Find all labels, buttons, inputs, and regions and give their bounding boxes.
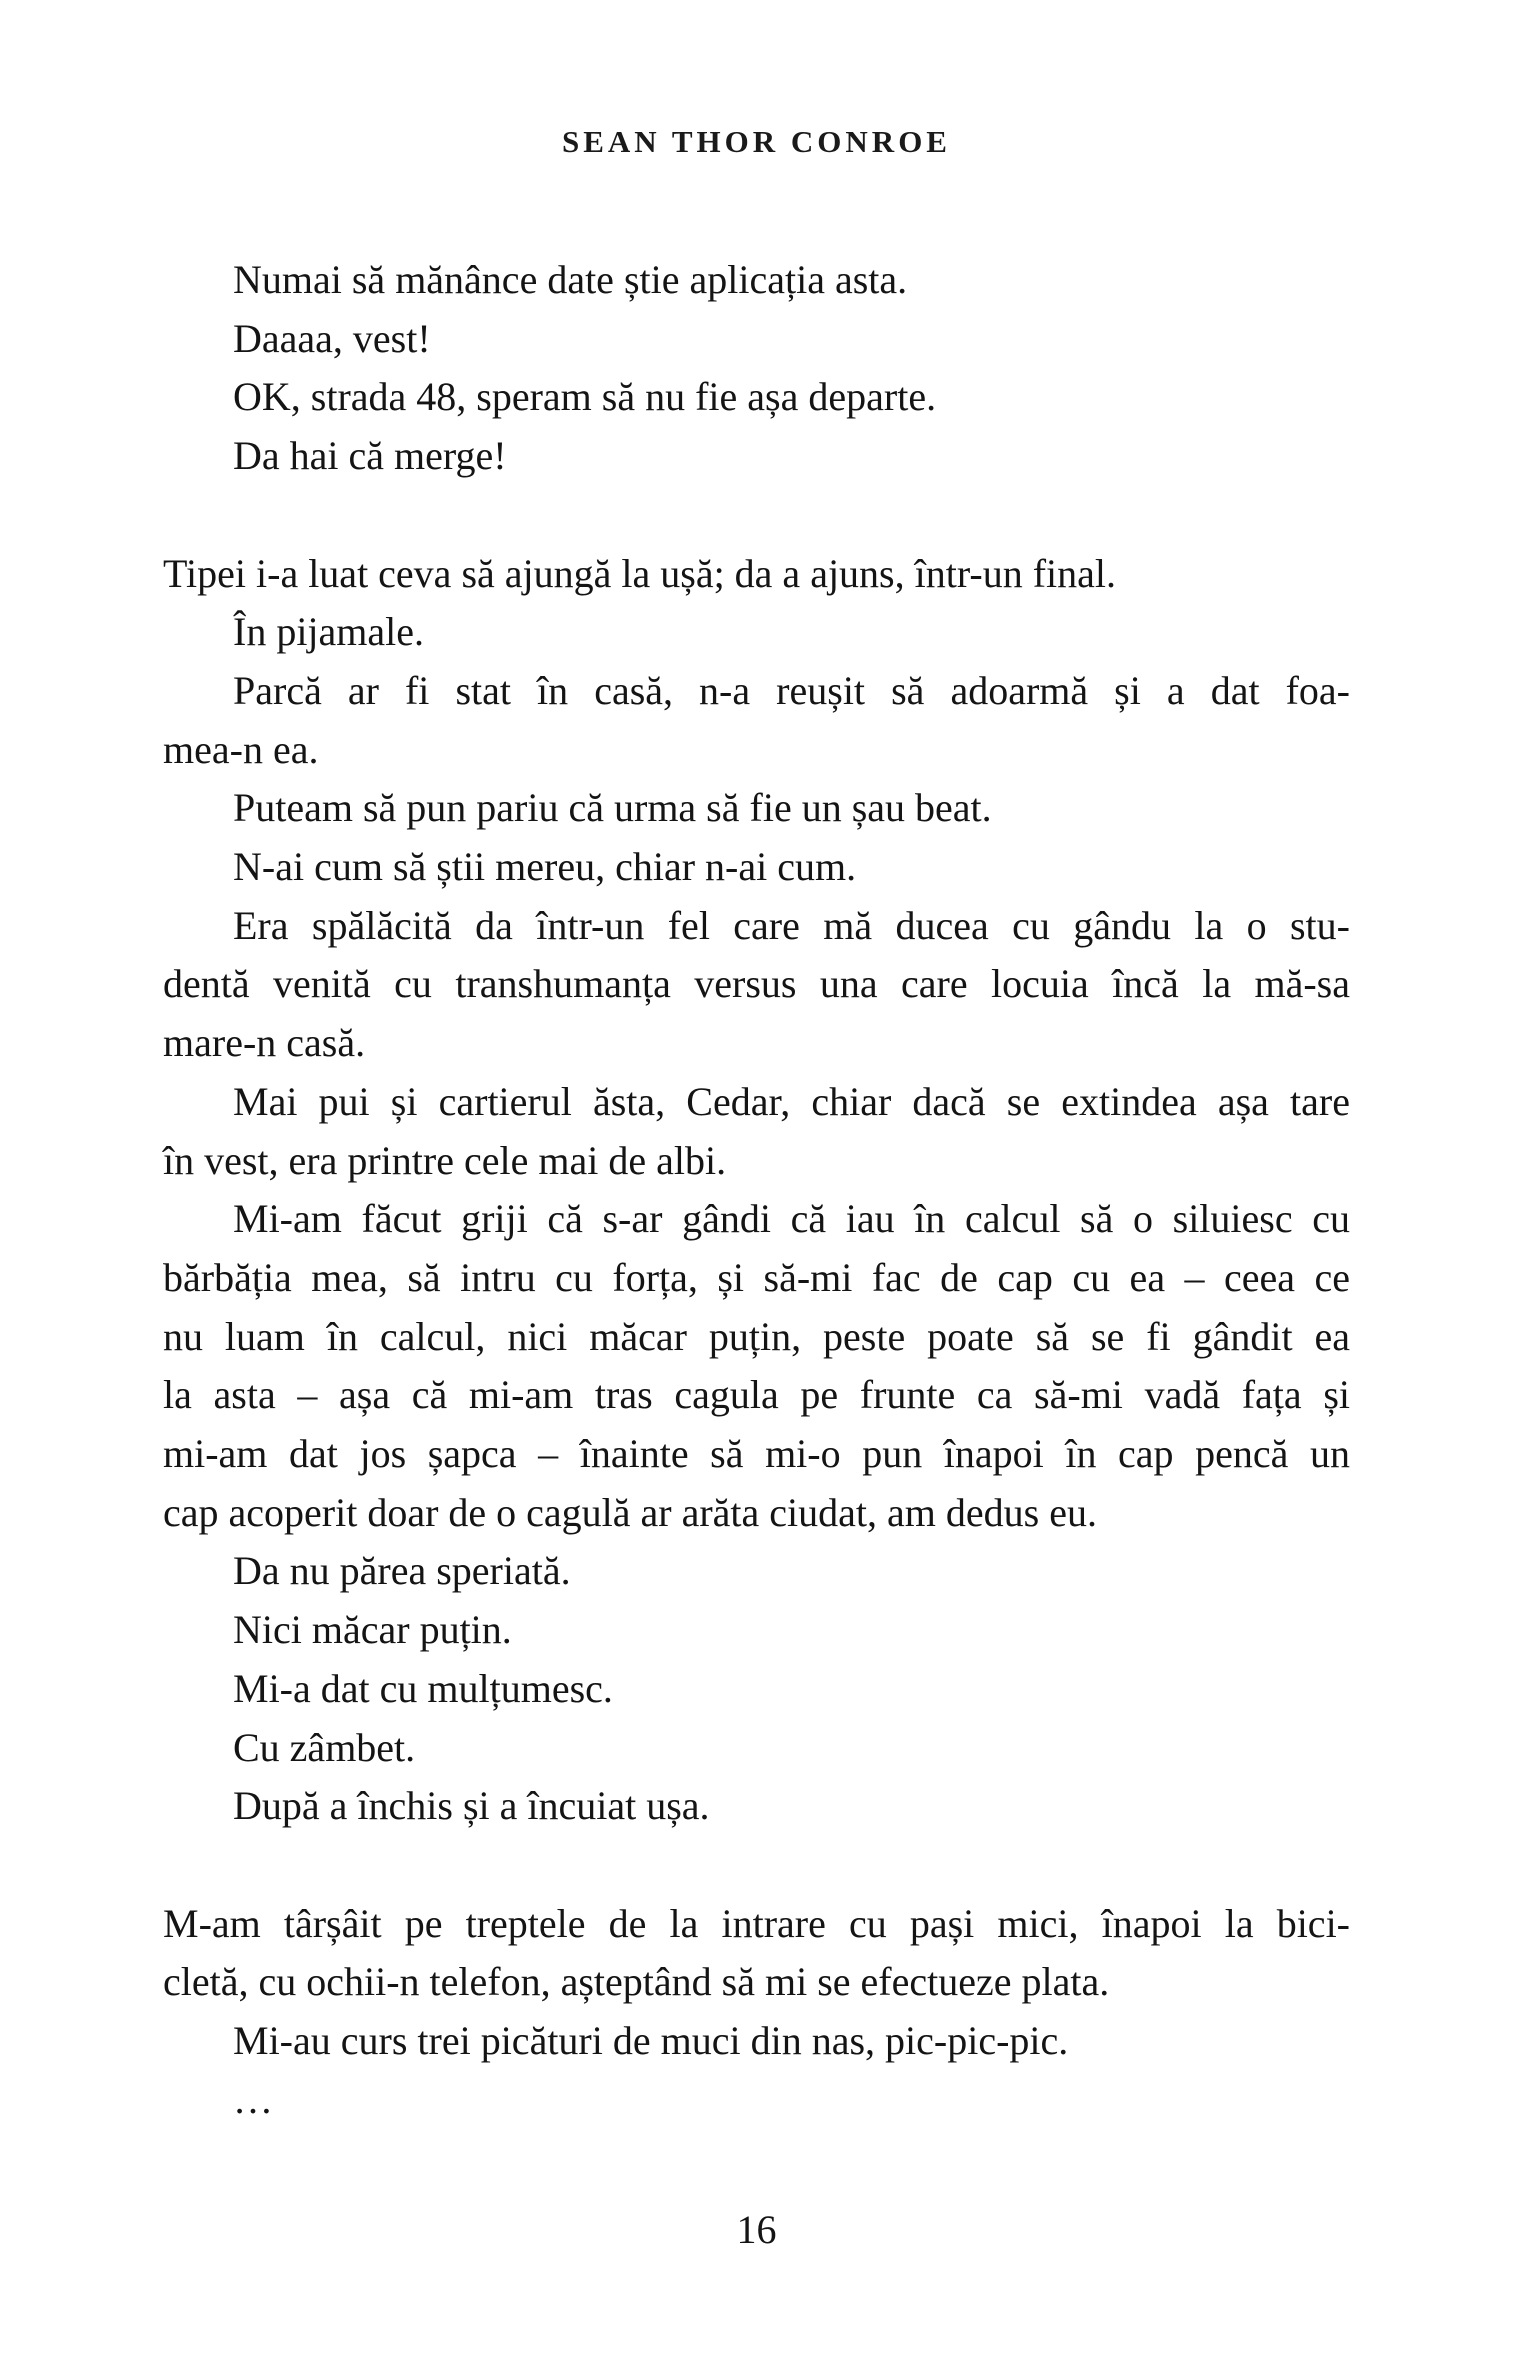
text-line: bărbăția mea, să intru cu forța, și să-mi fac de cap cu ea – ceea ce xyxy=(163,1254,1350,1300)
text-line: Tipei i-a luat ceva să ajungă la ușă; da a ajuns, într-un final. xyxy=(163,550,1116,596)
paragraph xyxy=(163,1542,1350,1601)
paragraph xyxy=(163,310,1350,369)
page-number: 16 xyxy=(736,2207,777,2252)
text-line: Numai să mănânce date știe aplicația asta. xyxy=(233,257,908,302)
paragraph xyxy=(163,897,1350,1073)
text-line: Parcă ar fi stat în casă, n-a reușit să adoarmă și a dat foa- xyxy=(233,667,1350,713)
text-line: Da hai că merge! xyxy=(233,433,507,479)
text-line: … xyxy=(233,2076,273,2122)
paragraph xyxy=(163,2012,1350,2071)
paragraph xyxy=(163,1895,1350,2012)
paragraph xyxy=(163,603,1350,662)
paragraph xyxy=(163,251,1350,310)
paragraph xyxy=(163,1660,1350,1719)
text-line: Mi-am făcut griji că s-ar gândi că iau în calcul să o siluiesc cu xyxy=(233,1196,1350,1242)
text-line: Mi-a dat cu mulțumesc. xyxy=(233,1665,613,1711)
paragraph xyxy=(163,838,1350,897)
text-line: nu luam în calcul, nici măcar puțin, peste poate să se fi gândit ea xyxy=(163,1313,1350,1359)
text-line: la asta – așa că mi-am tras cagula pe frunte ca să-mi vadă fața și xyxy=(163,1372,1350,1418)
text-line: mi-am dat jos șapca – înainte să mi-o pun înapoi în cap pencă un xyxy=(163,1431,1350,1477)
paragraph xyxy=(163,662,1350,779)
text-line: OK, strada 48, speram să nu fie așa departe. xyxy=(233,374,937,420)
text-line: cap acoperit doar de o cagulă ar arăta ciudat, am dedus eu. xyxy=(163,1489,1097,1535)
paragraph xyxy=(163,1601,1350,1660)
text-line: Nici măcar puțin. xyxy=(233,1607,512,1653)
paragraph xyxy=(163,2071,1350,2130)
body-text xyxy=(163,251,1350,2129)
paragraph xyxy=(163,545,1350,604)
text-line: cletă, cu ochii-n telefon, așteptând să mi se efectueze plata. xyxy=(163,1959,1110,2005)
text-line: dentă venită cu transhumanța versus una care locuia încă la mă-sa xyxy=(163,961,1350,1007)
paragraph xyxy=(163,368,1350,427)
paragraph xyxy=(163,427,1350,486)
running-header: SEAN THOR CONROE xyxy=(562,124,951,159)
text-line: După a închis și a încuiat ușa. xyxy=(233,1783,710,1829)
text-line: Puteam să pun pariu că urma să fie un șau beat. xyxy=(233,785,992,831)
paragraph xyxy=(163,779,1350,838)
text-line: în vest, era printre cele mai de albi. xyxy=(163,1137,727,1183)
text-line: mare-n casă. xyxy=(163,1020,366,1066)
text-line: M-am târșâit pe treptele de la intrare cu pași mici, înapoi la bici- xyxy=(163,1900,1350,1946)
text-line: Cu zâmbet. xyxy=(233,1724,416,1770)
text-line: Mai pui și cartierul ăsta, Cedar, chiar dacă se extindea așa tare xyxy=(233,1078,1350,1124)
text-line: Era spălăcită da într-un fel care mă ducea cu gându la o stu- xyxy=(233,902,1350,948)
text-line: N-ai cum să știi mereu, chiar n-ai cum. xyxy=(233,844,857,890)
paragraph xyxy=(163,1719,1350,1778)
text-line: Mi-au curs trei picături de muci din nas, pic-pic-pic. xyxy=(233,2018,1069,2064)
paragraph xyxy=(163,1777,1350,1836)
paragraph xyxy=(163,1190,1350,1542)
text-line: În pijamale. xyxy=(233,609,425,655)
text-line: mea-n ea. xyxy=(163,726,319,772)
paragraph xyxy=(163,1073,1350,1190)
text-line: Daaaa, vest! xyxy=(233,315,431,361)
text-line: Da nu părea speriată. xyxy=(233,1548,571,1594)
